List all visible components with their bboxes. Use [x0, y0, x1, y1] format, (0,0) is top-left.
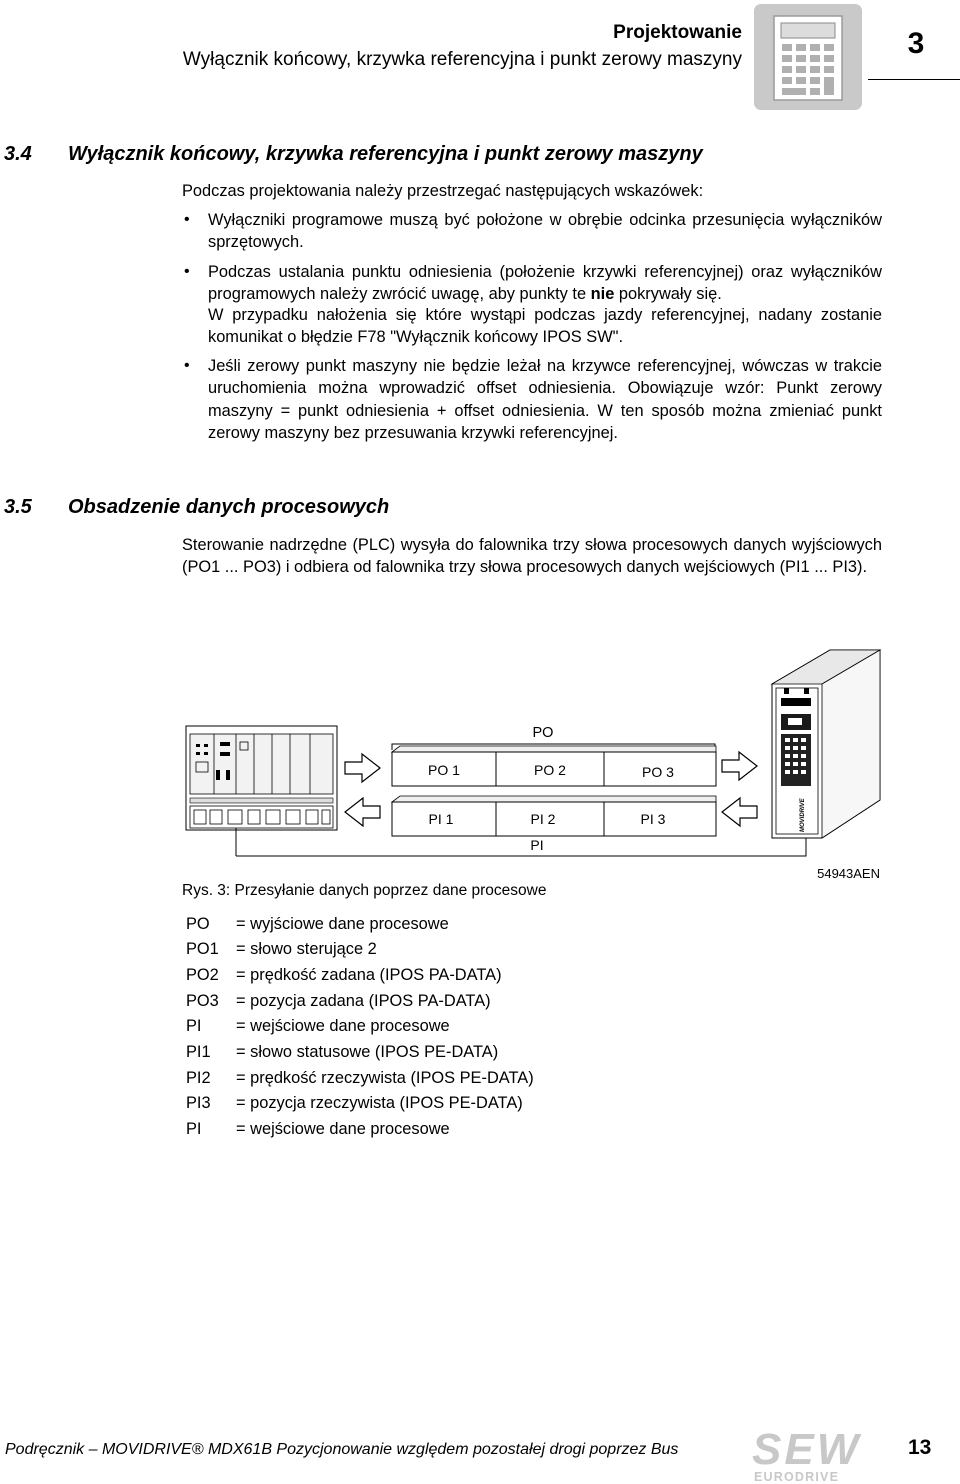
section-3-4-number: 3.4 — [4, 143, 32, 165]
po-3-label: PO 3 — [642, 764, 674, 780]
device-brand-label: MOVIDRIVE — [800, 798, 806, 832]
bullet-3-marker: • — [184, 357, 190, 374]
legend-value: = pozycja rzeczywista (IPOS PE-DATA) — [236, 1094, 523, 1112]
bullet-2-paragraph-2: W przypadku nałożenia się które wystąpi podczas jazdy referencyjnej, nadany zostanie komunikat o błędzie F78 "Wyłącznik końcowy IPOS SW". — [208, 306, 882, 347]
legend-value: = pozycja zadana (IPOS PA-DATA) — [236, 992, 491, 1010]
header-subtitle: Wyłącznik końcowy, krzywka referencyjna i punkt zerowy maszyny — [182, 49, 742, 70]
legend-value: = prędkość zadana (IPOS PA-DATA) — [236, 966, 502, 984]
bullet-1-text: Wyłączniki programowe muszą być położone w obrębie odcinka przesunięcia wyłączników sprzętowych. — [208, 211, 882, 252]
bullet-3-text: Jeśli zerowy punkt maszyny nie będzie leżał na krzywce referencyjnej, wówczas w trakcie uruchomienia można wprowadzić offset odniesienia. Obowiązuje wzór: Punkt zerowy maszyny = punkt odniesienia + offset odniesienia. W ten sposób można zmieniać punkt zerowy maszyny bez przesuwania krzywki referencyjnej. — [208, 357, 882, 442]
legend-value: = wyjściowe dane procesowe — [236, 915, 449, 933]
legend-key: PO1 — [186, 940, 219, 958]
bullet-2-marker: • — [184, 263, 190, 280]
section-3-5-title: Obsadzenie danych procesowych — [68, 496, 390, 518]
po-arrow-right — [722, 752, 757, 780]
plc-controller — [186, 726, 337, 856]
section-3-4-title: Wyłącznik końcowy, krzywka referencyjna i punkt zerowy maszyny — [68, 143, 703, 165]
chapter-number: 3 — [907, 27, 925, 60]
figure-caption-text: Rys. 3: Przesyłanie danych poprzez dane procesowe — [182, 882, 547, 899]
po-1-label: PO 1 — [428, 762, 460, 778]
legend-key: PI — [186, 1120, 202, 1138]
legend-value: = słowo sterujące 2 — [236, 940, 377, 958]
bullet-2-text-pre: Podczas ustalania punktu odniesienia (położenie krzywki referencyjnej) oraz wyłączników programowych należy zwrócić uwagę, aby punkty te — [208, 263, 882, 304]
legend-value: = wejściowe dane procesowe — [236, 1017, 450, 1035]
logo-main: SEW — [752, 1425, 862, 1474]
figure-caption — [182, 882, 546, 900]
footer-text: Podręcznik – MOVIDRIVE® MDX61B Pozycjonowanie względem pozostałej drogi poprzez Bus — [5, 1441, 679, 1458]
movidrive-inverter — [772, 650, 880, 838]
pi-arrow-right — [722, 798, 757, 826]
po-2-label: PO 2 — [534, 762, 566, 778]
pi-3-label: PI 3 — [640, 811, 666, 827]
legend-key: PI2 — [186, 1069, 211, 1087]
legend-value: = słowo statusowe (IPOS PE-DATA) — [236, 1043, 499, 1061]
process-data-diagram — [0, 640, 960, 860]
pi-group-label: PI — [530, 837, 544, 853]
section-3-5-number: 3.5 — [4, 496, 32, 518]
po-arrow-left — [345, 754, 380, 782]
section-3-4-intro: Podczas projektowania należy przestrzegać następujących wskazówek: — [182, 182, 704, 200]
legend-value: = prędkość rzeczywista (IPOS PE-DATA) — [236, 1069, 534, 1087]
bullet-2-text-bold: nie — [590, 285, 615, 304]
calculator-icon — [754, 4, 862, 110]
pi-arrow-left — [345, 798, 380, 826]
legend-value: = wejściowe dane procesowe — [236, 1120, 450, 1138]
pi-2-label: PI 2 — [530, 811, 556, 827]
logo-sub: EURODRIVE — [754, 1470, 840, 1484]
pi-words-bar — [392, 796, 716, 836]
legend-key: PI — [186, 1017, 202, 1035]
header-section-title: Projektowanie — [613, 22, 742, 43]
po-words-bar — [392, 746, 716, 786]
legend-key: PI3 — [186, 1094, 211, 1112]
section-3-5-text: Sterowanie nadrzędne (PLC) wysyła do falownika trzy słowa procesowych danych wyjściowych (PO1 ... PO3) i odbiera od falownika trzy słowa procesowych danych wejściowych (PI1 ... PI3). — [182, 536, 882, 577]
legend-key: PI1 — [186, 1043, 211, 1061]
bullet-2-text-post: pokrywały się. — [614, 285, 722, 304]
figure-id: 54943AEN — [817, 866, 880, 881]
header-rule — [868, 79, 960, 80]
pi-1-label: PI 1 — [428, 811, 454, 827]
page-number: 13 — [908, 1436, 932, 1459]
legend-key: PO — [186, 915, 210, 933]
bullet-1-marker: • — [184, 211, 190, 228]
legend-key: PO2 — [186, 966, 219, 984]
po-group-label: PO — [532, 725, 554, 741]
bullet-2-text — [208, 261, 882, 306]
legend-key: PO3 — [186, 992, 219, 1010]
sew-eurodrive-logo — [752, 1425, 862, 1484]
